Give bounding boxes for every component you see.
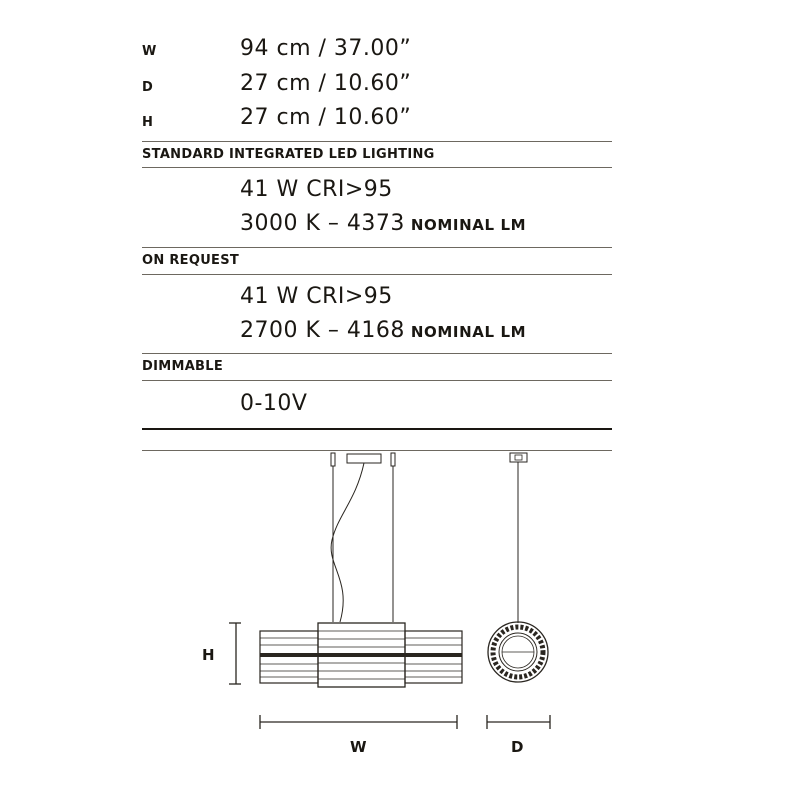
front-view (260, 453, 462, 687)
standard-output: 3000 K – 4373 NOMINAL LM (240, 211, 527, 236)
on-request-power: 41 W CRI>95 (240, 284, 393, 309)
depth-value: 27 cm / 10.60” (240, 71, 412, 96)
section-title-dimmable: DIMMABLE (142, 359, 224, 374)
depth-key: D (142, 80, 154, 95)
width-key: W (142, 44, 157, 59)
height-key: H (142, 115, 154, 130)
depth-dimension-label: D (511, 738, 524, 756)
height-value: 27 cm / 10.60” (240, 105, 412, 130)
height-dimension-label: H (202, 646, 215, 664)
standard-output-unit: NOMINAL LM (410, 216, 527, 234)
standard-power: 41 W CRI>95 (240, 177, 393, 202)
section-title-on-request: ON REQUEST (142, 253, 240, 268)
section-title-standard: STANDARD INTEGRATED LED LIGHTING (142, 147, 435, 162)
on-request-output: 2700 K – 4168 NOMINAL LM (240, 318, 527, 343)
on-request-output-unit: NOMINAL LM (410, 323, 527, 341)
dimmable-value: 0-10V (240, 391, 308, 416)
width-value: 94 cm / 37.00” (240, 36, 412, 61)
width-dimension-label: W (350, 738, 367, 756)
side-view (488, 453, 548, 682)
